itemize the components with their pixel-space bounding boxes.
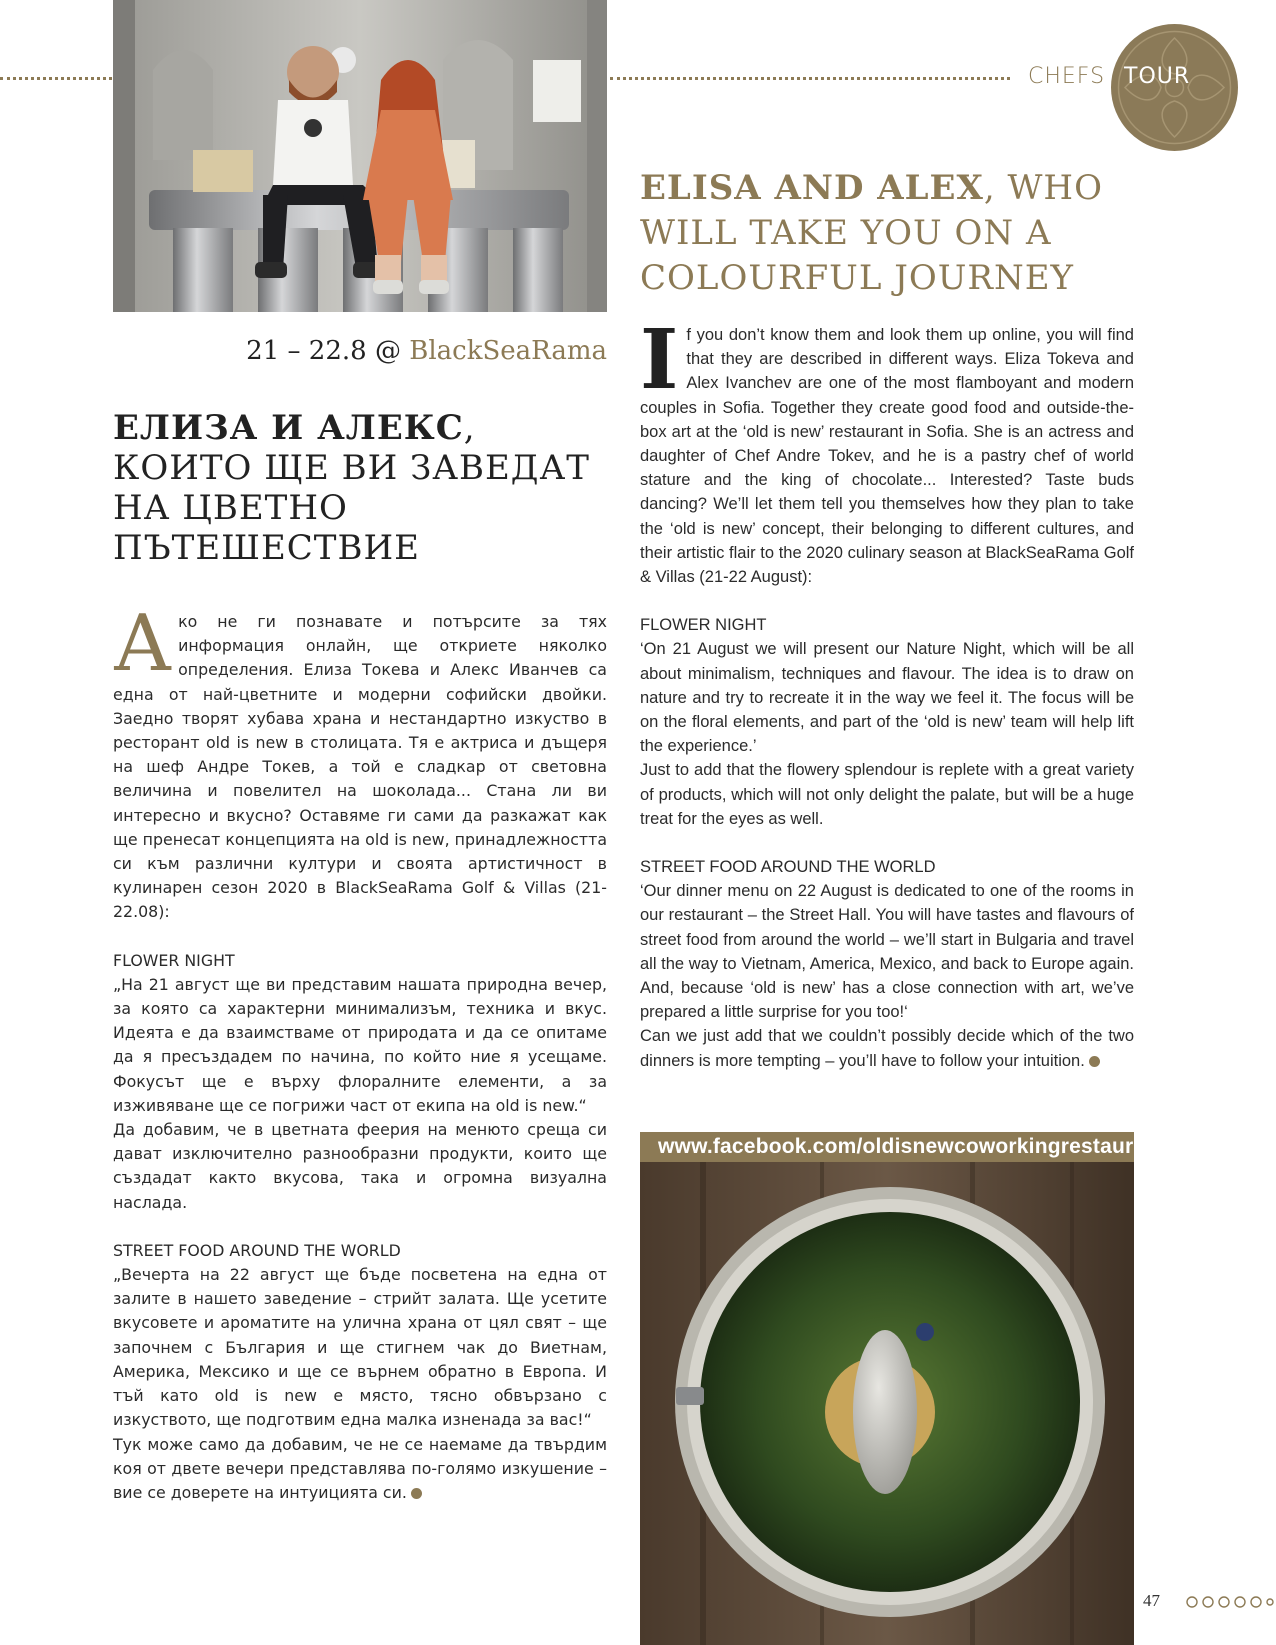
chefs-photo <box>113 0 607 312</box>
en-article-title <box>640 166 1160 301</box>
bg-paragraph-4: Тук може само да добавим, че не се наемаме да твърдим коя от двете вечери представлява по-голямо изкушение – вие се доверете на интуицията си. <box>113 1434 607 1502</box>
bg-title-strong: ЕЛИЗА И АЛЕКС <box>113 408 464 448</box>
bg-paragraph-4-wrap <box>113 1433 607 1506</box>
en-title-rest: , WHO WILL TAKE YOU ON A COLOURFUL JOURNEY <box>640 168 1103 298</box>
bg-paragraph-3: „Вечерта на 22 август ще бъде посветена на една от залите в нашето заведение – стрийт залата. Ще усетите вкусовете и ароматите на улична храна от цял свят – ще започнем с България и ще стигнем чак до Виетнам, Америка, Мексико и ще се върнем обратно в Европа. И тъй като old is new е място, тясно обвързано с изкуството, ще подготвим една малка изненада за вас!“ <box>113 1265 607 1430</box>
facebook-link[interactable]: www.facebook.com/oldisnewcoworkingrestaurant <box>658 1135 1166 1158</box>
bg-paragraph-2: Да добавим, че в цветната феерия на менюто срещa си дават изключително разнообразни продукти, които ще създадат както вкусова, така и огромна визуална наслада. <box>113 1120 607 1212</box>
bg-intro-paragraph <box>113 599 607 925</box>
event-date <box>113 336 607 366</box>
page-number: 47 <box>1143 1591 1160 1610</box>
en-title-strong: ELISA AND ALEX <box>640 168 984 208</box>
en-paragraph-1: ‘On 21 August we will present our Nature Night, which will be all about minimalism, techniques and flavour. The idea is to draw on nature and try to recreate it in the way we feel it. The focus will be on the floral elements, and part of the ‘old is new’ team will help lift the experience.’ <box>640 640 1134 756</box>
event-dates: 21 – 22.8 @ <box>246 336 410 366</box>
en-intro-text: f you don’t know them and look them up online, you will find that they are described in different ways. Eliza Tokeva and Alex Ivanchev are one of the most flamboyant and modern couples in Sofia. Together they create good food and outside-the-box art at the ‘old is new’ restaurant in Sofia. She is an actress and daughter of Chef Andre Tokev, and he is a pastry chef of world stature and the king of chocolate... Interested? Taste buds dancing? We’ll let them tell you themselves how they plan to take the ‘old is new’ concept, their belonging to different cultures, and their artistic flair to the 2020 culinary season at BlackSeaRama Golf & Villas (21-22 August): <box>640 326 1134 587</box>
header-rule-left <box>0 77 112 80</box>
bg-subheading-flower-night: FLOWER NIGHT <box>113 950 235 970</box>
bg-title-rest: , КОИТО ЩЕ ВИ ЗАВЕДАТ НА ЦВЕТНО ПЪТЕШЕСТВИЕ <box>113 408 590 568</box>
en-subheading-flower-night: FLOWER NIGHT <box>640 616 767 635</box>
en-paragraph-2: Just to add that the flowery splendour is replete with a great variety of products, which will not only delight the palate, but will be a huge treat for the eyes as well. <box>640 761 1134 828</box>
bg-subheading-street-food: STREET FOOD AROUND THE WORLD <box>113 1240 401 1260</box>
en-paragraph-4-wrap <box>640 1024 1134 1072</box>
section-label-tour: TOUR <box>1124 64 1191 89</box>
section-label-chefs: CHEFS <box>1028 64 1106 89</box>
header-rule-right <box>610 77 1010 80</box>
en-dropcap: I <box>640 312 679 408</box>
event-venue: BlackSeaRama <box>409 336 607 366</box>
en-article-body <box>640 312 1134 1073</box>
bg-intro-text: ко не ги познавате и потърсите за тях информация онлайн, ще откриете няколко определения. Елиза Токева и Алекс Иванчев са една от най-цветните и модерни софийски двойки. Заедно творят хубава храна и нестандартно изкуство в ресторант old is new в столицата. Тя е актриса и дъщеря на шеф Андре Токев, а той е сладкар от световна величина и повелител на шоколада... Стана ли ви интересно и вкусно? Оставяме ги сами да разкажат как ще пренесат концепцията на old is new, принадлежността си към различни култури и своята артистичност в кулинарен сезон 2020 в BlackSeaRama Golf & Villas (21-22.08): <box>113 612 607 922</box>
bg-article-title <box>113 408 613 568</box>
en-paragraph-4: Can we just add that we couldn’t possibly decide which of the two dinners is more tempting – you’ll have to follow your intuition. <box>640 1027 1134 1070</box>
end-mark-icon <box>1089 1056 1100 1067</box>
en-intro-paragraph <box>640 312 1134 589</box>
footer-ornament-icon <box>1184 1595 1274 1609</box>
dish-photo <box>640 1162 1134 1645</box>
en-subheading-street-food: STREET FOOD AROUND THE WORLD <box>640 858 936 877</box>
bg-dropcap: А <box>113 599 173 689</box>
bg-paragraph-1: „На 21 август ще ви представим нашата природна вечер, за която са характерни минимализъм, техника и вкус. Идеята е да взаимстваме от природата и да се опитаме да я пресъздадем по начина, по който ние я усещаме. Фокусът ще е върху флоралните елементи, а за изживяване ще се погрижи част от екипа на old is new.“ <box>113 974 607 1115</box>
bg-article-body <box>113 599 607 1505</box>
end-mark-icon <box>411 1488 422 1499</box>
en-paragraph-3: ‘Our dinner menu on 22 August is dedicated to one of the rooms in our restaurant – the Street Hall. You will have tastes and flavours of street food from around the world – we’ll start in Bulgaria and travel all the way to Vietnam, America, Mexico, and back to Europe again. And, because ‘old is new’ has a close connection with art, we’ve prepared a little surprise for you too!‘ <box>640 882 1134 1022</box>
